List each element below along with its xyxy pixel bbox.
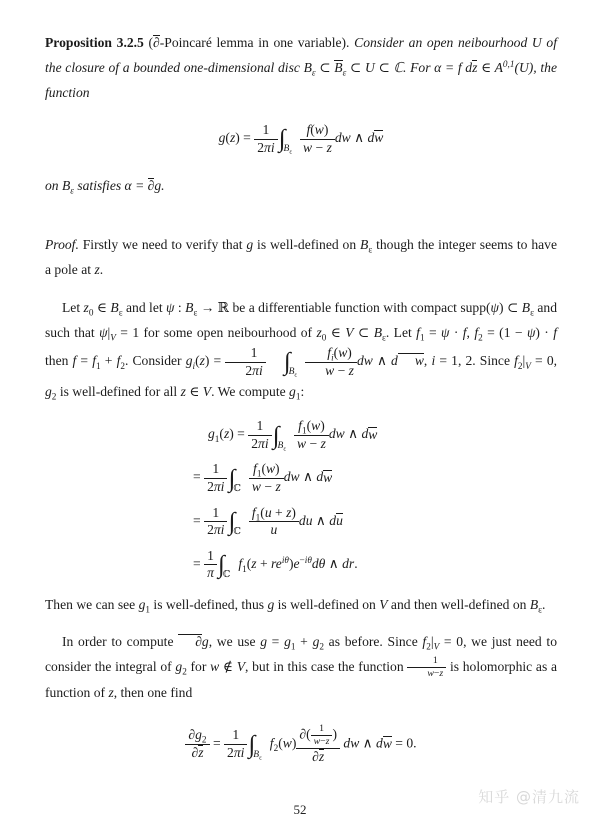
proposition-title: (∂-Poincaré lemma in one variable). xyxy=(143,35,355,50)
proof-paragraph-2: Let $z_0$ ∈ $B_\varepsilon$ and let ψ : $B_\varepsilon$ → ℝ be a differentiable function with compact supp(ψ) ⊂ $B_\varepsilon$ and such that $\psi|_V = 1$ for some open neibourhood of $z_0$ ∈ V ⊂ $B_\varepsilon$. Let $f_1 = \psi \cdot f$, $f_2 = (1 - \psi) \cdot f$ then $f = f_1 + f_2$. Consider $g_i(z)$ = $\frac{1}{2\pi i}$ $\int_{B_\varepsilon}$ $\frac{f_i(w)}{w - z}$ dw ∧ d w, i = 1, 2. Since $f_2|_V = 0$, $g_2$ is well-defined for all z ∈ V. We compute $g_1$: xyxy=(45,300,558,402)
proposition-paragraph xyxy=(45,30,557,105)
equation-g-definition: g(z) = $\frac{1}{2\pi i}$ $\int_{B_\varepsilon}$ $\frac{f(w)}{w - z}$ dw ∧ dw xyxy=(218,122,384,156)
equation-line-2: = $\frac{1}{2\pi i}$ $\int_ℂ$ $\frac{f_1(w)}{w - z}$ dw ∧ dw xyxy=(193,461,333,495)
proposition-statement: Consider an open neibourhood U of the closure of a bounded one-dimensional disc $B_\varepsilon$ ⊂ $B_\varepsilon$ ⊂ U ⊂ ℂ. For α = f dz ∈ A$^{0,1}$(U), the function xyxy=(45,35,557,100)
proof-text-1: Firstly we need to verify that g is well-defined on $B_\varepsilon$ though the integer seems to have a pole at z. xyxy=(45,237,557,278)
proof-label: Proof. xyxy=(45,237,79,253)
page-number: 52 xyxy=(293,802,307,817)
proposition-label: Proposition 3.2.5 xyxy=(45,35,144,50)
proof-paragraph-1 xyxy=(45,232,557,282)
equation-align-g1 xyxy=(193,418,557,582)
proposition-conclusion: on $B_\varepsilon$ satisfies α = ∂g. xyxy=(45,178,165,196)
equation-line-1: $g_1(z)$ = $\frac{1}{2\pi i}$ $\int_{B_\varepsilon}$ $\frac{f_1(w)}{w - z}$ dw ∧ dw xyxy=(208,418,378,453)
equation-line-3: = $\frac{1}{2\pi i}$ $\int_ℂ$ $\frac{f_1(u + z)}{u}$ du ∧ du xyxy=(193,504,343,538)
equation-line-4: = $\frac{1}{\pi}$ $\int_ℂf_1(z + re^{i\theta})e^{-i\theta}d\theta$ ∧ dr. xyxy=(193,547,358,581)
equation-dg2-zero: $\frac{\partial g_2}{\partial z}$ = $\frac{1}{2\pi i}$ $\int_{B_\varepsilon}f_2(w)$ ∂( $\frac{1}{w-z}$ ) ∂z dw ∧ dw = 0. xyxy=(45,723,557,765)
watermark: 知乎 @清九流 xyxy=(478,788,580,806)
proof-paragraph-3: Then we can see $g_1$ is well-defined, thus g is well-defined on V and then well-defined on $B_\varepsilon$. xyxy=(45,596,546,615)
proof-paragraph-4: In order to compute ∂g, we use $g = g_1 + g_2$ as before. Since $f_2|_V = 0$, we just need to consider the integral of $g_2$ for w ∉ V, but in this case the function $\frac{1}{w-z}$ is holomorphic as a function of z, then one find xyxy=(45,633,558,701)
